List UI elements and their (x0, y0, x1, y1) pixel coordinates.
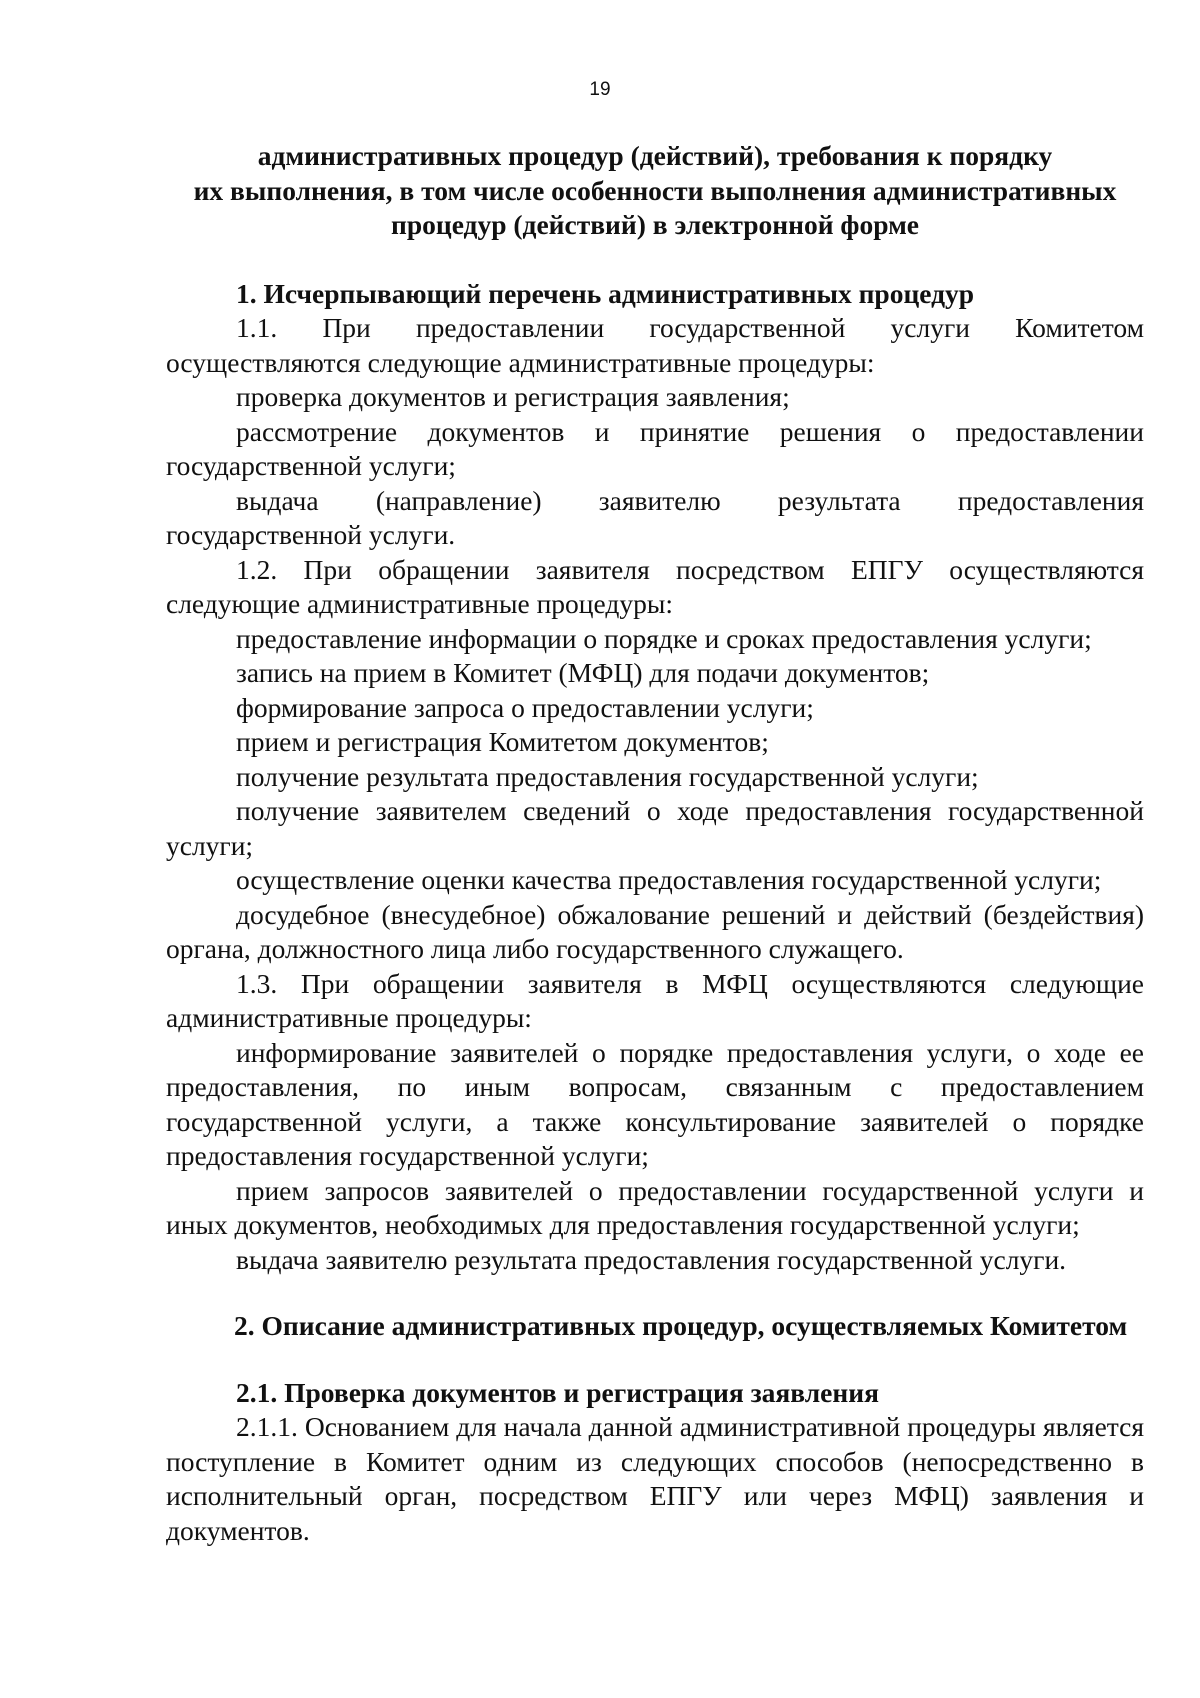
paragraph: получение результата предоставления государственной услуги; (236, 760, 979, 792)
paragraph: предоставление информации о порядке и сроках предоставления услуги; (236, 622, 1092, 654)
document-title (166, 139, 1144, 243)
page-number: 19 (589, 79, 611, 100)
subsection-heading: 2.1. Проверка документов и регистрация заявления (236, 1376, 879, 1408)
paragraph: получение заявителем сведений о ходе предоставления государственной услуги; (166, 795, 1144, 861)
paragraph: 1.3. При обращении заявителя в МФЦ осуществляются следующие административные процедуры: (166, 967, 1144, 1033)
paragraph: 1.1. При предоставлении государственной услуги Комитетом осуществляются следующие административные процедуры: (166, 312, 1144, 378)
section-heading: 2. Описание административных процедур, осуществляемых Комитетом (234, 1310, 1128, 1341)
paragraph: осуществление оценки качества предоставления государственной услуги; (236, 864, 1102, 895)
paragraph: выдача (направление) заявителю результата предоставления государственной услуги. (166, 484, 1144, 550)
paragraph: выдача заявителю результата предоставления государственной услуги. (236, 1243, 1067, 1275)
paragraph: рассмотрение документов и принятие решения о предоставлении государственной услуги; (166, 415, 1144, 481)
title-line: административных процедур (действий), требования к порядку (257, 140, 1053, 171)
paragraph: информирование заявителей о порядке предоставления услуги, о ходе ее предоставления, по иным вопросам, связанным с предоставлением государственной услуги, а также консультирование заявителей о порядке предоставления государственной услуги; (166, 1036, 1144, 1171)
title-line: процедур (действий) в электронной форме (390, 209, 920, 240)
title-line: их выполнения, в том числе особенности выполнения административных (193, 174, 1117, 206)
paragraph: прием и регистрация Комитетом документов; (236, 726, 769, 757)
paragraph: прием запросов заявителей о предоставлении государственной услуги и иных документов, необходимых для предоставления государственной услуги; (166, 1174, 1144, 1240)
document-body (166, 139, 1144, 1548)
section-heading: 1. Исчерпывающий перечень административных процедур (236, 277, 975, 309)
paragraph: 1.2. При обращении заявителя посредством ЕПГУ осуществляются следующие административные процедуры: (166, 553, 1144, 619)
paragraph: запись на прием в Комитет (МФЦ) для подачи документов; (236, 657, 930, 688)
paragraph: формирование запроса о предоставлении услуги; (236, 691, 814, 723)
paragraph: 2.1.1. Основанием для начала данной административной процедуры является поступление в Комитет одним из следующих способов (непосредственно в исполнительный орган, посредством ЕПГУ или через МФЦ) заявления и документов. (166, 1411, 1144, 1546)
paragraph: проверка документов и регистрация заявления; (236, 381, 790, 412)
paragraph: досудебное (внесудебное) обжалование решений и действий (бездействия) органа, должностного лица либо государственного служащего. (166, 898, 1144, 964)
